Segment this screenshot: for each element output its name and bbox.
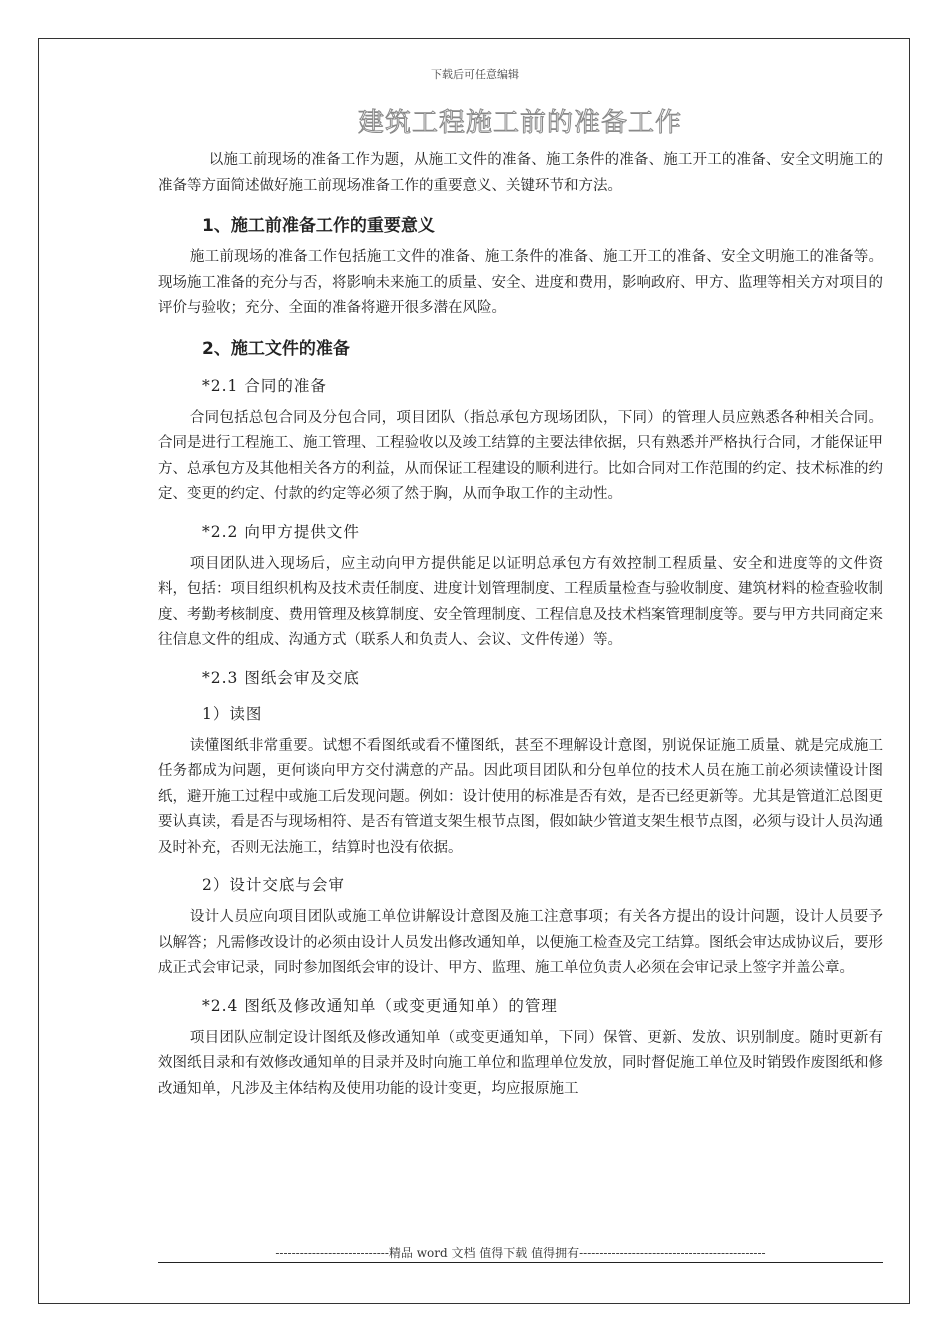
document-body — [158, 148, 883, 1102]
section-2-3-heading: *2.3 图纸会审及交底 — [202, 668, 360, 687]
section-1-paragraph: 施工前现场的准备工作包括施工文件的准备、施工条件的准备、施工开工的准备、安全文明施工的准备等。现场施工准备的充分与否，将影响未来施工的质量、安全、进度和费用，影响政府、甲方、监理等相关方对项目的评价与验收；充分、全面的准备将避开很多潜在风险。 — [158, 249, 883, 316]
item-2-heading: 2）设计交底与会审 — [202, 876, 345, 894]
section-2-1-heading: *2.1 合同的准备 — [202, 376, 327, 395]
header-note: 下载后可任意编辑 — [431, 68, 519, 81]
section-1-heading: 1、施工前准备工作的重要意义 — [202, 216, 435, 236]
item-1-paragraph: 读懂图纸非常重要。试想不看图纸或看不懂图纸，甚至不理解设计意图，别说保证施工质量、就是完成施工任务都成为问题，更何谈向甲方交付满意的产品。因此项目团队和分包单位的技术人员在施工前必须读懂设计图纸，避开施工过程中或施工后发现问题。例如：设计使用的标准是否有效，是否已经更新等。尤其是管道汇总图更要认真读，看是否与现场相符、是否有管道支架生根节点图，假如缺少管道支架生根节点图，必须与设计人员沟通及时补充，否则无法施工，结算时也没有依据。 — [158, 737, 883, 856]
intro-paragraph: 以施工前现场的准备工作为题，从施工文件的准备、施工条件的准备、施工开工的准备、安全文明施工的准备等方面简述做好施工前现场准备工作的重要意义、关键环节和方法。 — [158, 152, 883, 194]
item-2-paragraph: 设计人员应向项目团队或施工单位讲解设计意图及施工注意事项；有关各方提出的设计问题，设计人员要予以解答；凡需修改设计的必须由设计人员发出修改通知单，以便施工检查及完工结算。图纸会审达成协议后，要形成正式会审记录，同时参加图纸会审的设计、甲方、监理、施工单位负责人必须在会审记录上签字并盖公章。 — [158, 909, 883, 976]
section-2-heading: 2、施工文件的准备 — [202, 338, 350, 359]
document-title: 建筑工程施工前的准备工作 — [357, 108, 682, 138]
section-2-4-heading: *2.4 图纸及修改通知单（或变更通知单）的管理 — [202, 996, 558, 1015]
section-2-4-paragraph: 项目团队应制定设计图纸及修改通知单（或变更通知单，下同）保管、更新、发放、识别制度。随时更新有效图纸目录和有效修改通知单的目录并及时向施工单位和监理单位发放，同时督促施工单位及时销毁作废图纸和修改通知单，凡涉及主体结构及使用功能的设计变更，均应报原施工 — [158, 1029, 883, 1097]
item-1-heading: 1）读图 — [202, 704, 263, 723]
section-2-2-heading: *2.2 向甲方提供文件 — [202, 522, 360, 541]
section-2-1-paragraph: 合同包括总包合同及分包合同，项目团队（指总承包方现场团队，下同）的管理人员应熟悉各种相关合同。合同是进行工程施工、施工管理、工程验收以及竣工结算的主要法律依据，只有熟悉并严格执行合同，才能保证甲方、总承包方及其他相关各方的利益，从而保证工程建设的顺利进行。比如合同对工作范围的约定、技术标准的约定、变更的约定、付款的约定等必须了然于胸，从而争取工作的主动性。 — [158, 409, 883, 502]
footer-text: ----------------------------精品 word 文档 值得下载 值得拥有---------------------------------------------- — [275, 1246, 766, 1260]
section-2-2-paragraph: 项目团队进入现场后，应主动向甲方提供能足以证明总承包方有效控制工程质量、安全和进度等的文件资料，包括：项目组织机构及技术责任制度、进度计划管理制度、工程质量检查与验收制度、建筑材料的检查验收制度、考勤考核制度、费用管理及核算制度、安全管理制度、工程信息及技术档案管理制度等。要与甲方共同商定来往信息文件的组成、沟通方式（联系人和负责人、会议、文件传递）等。 — [158, 555, 883, 648]
footer-divider — [158, 1262, 883, 1263]
